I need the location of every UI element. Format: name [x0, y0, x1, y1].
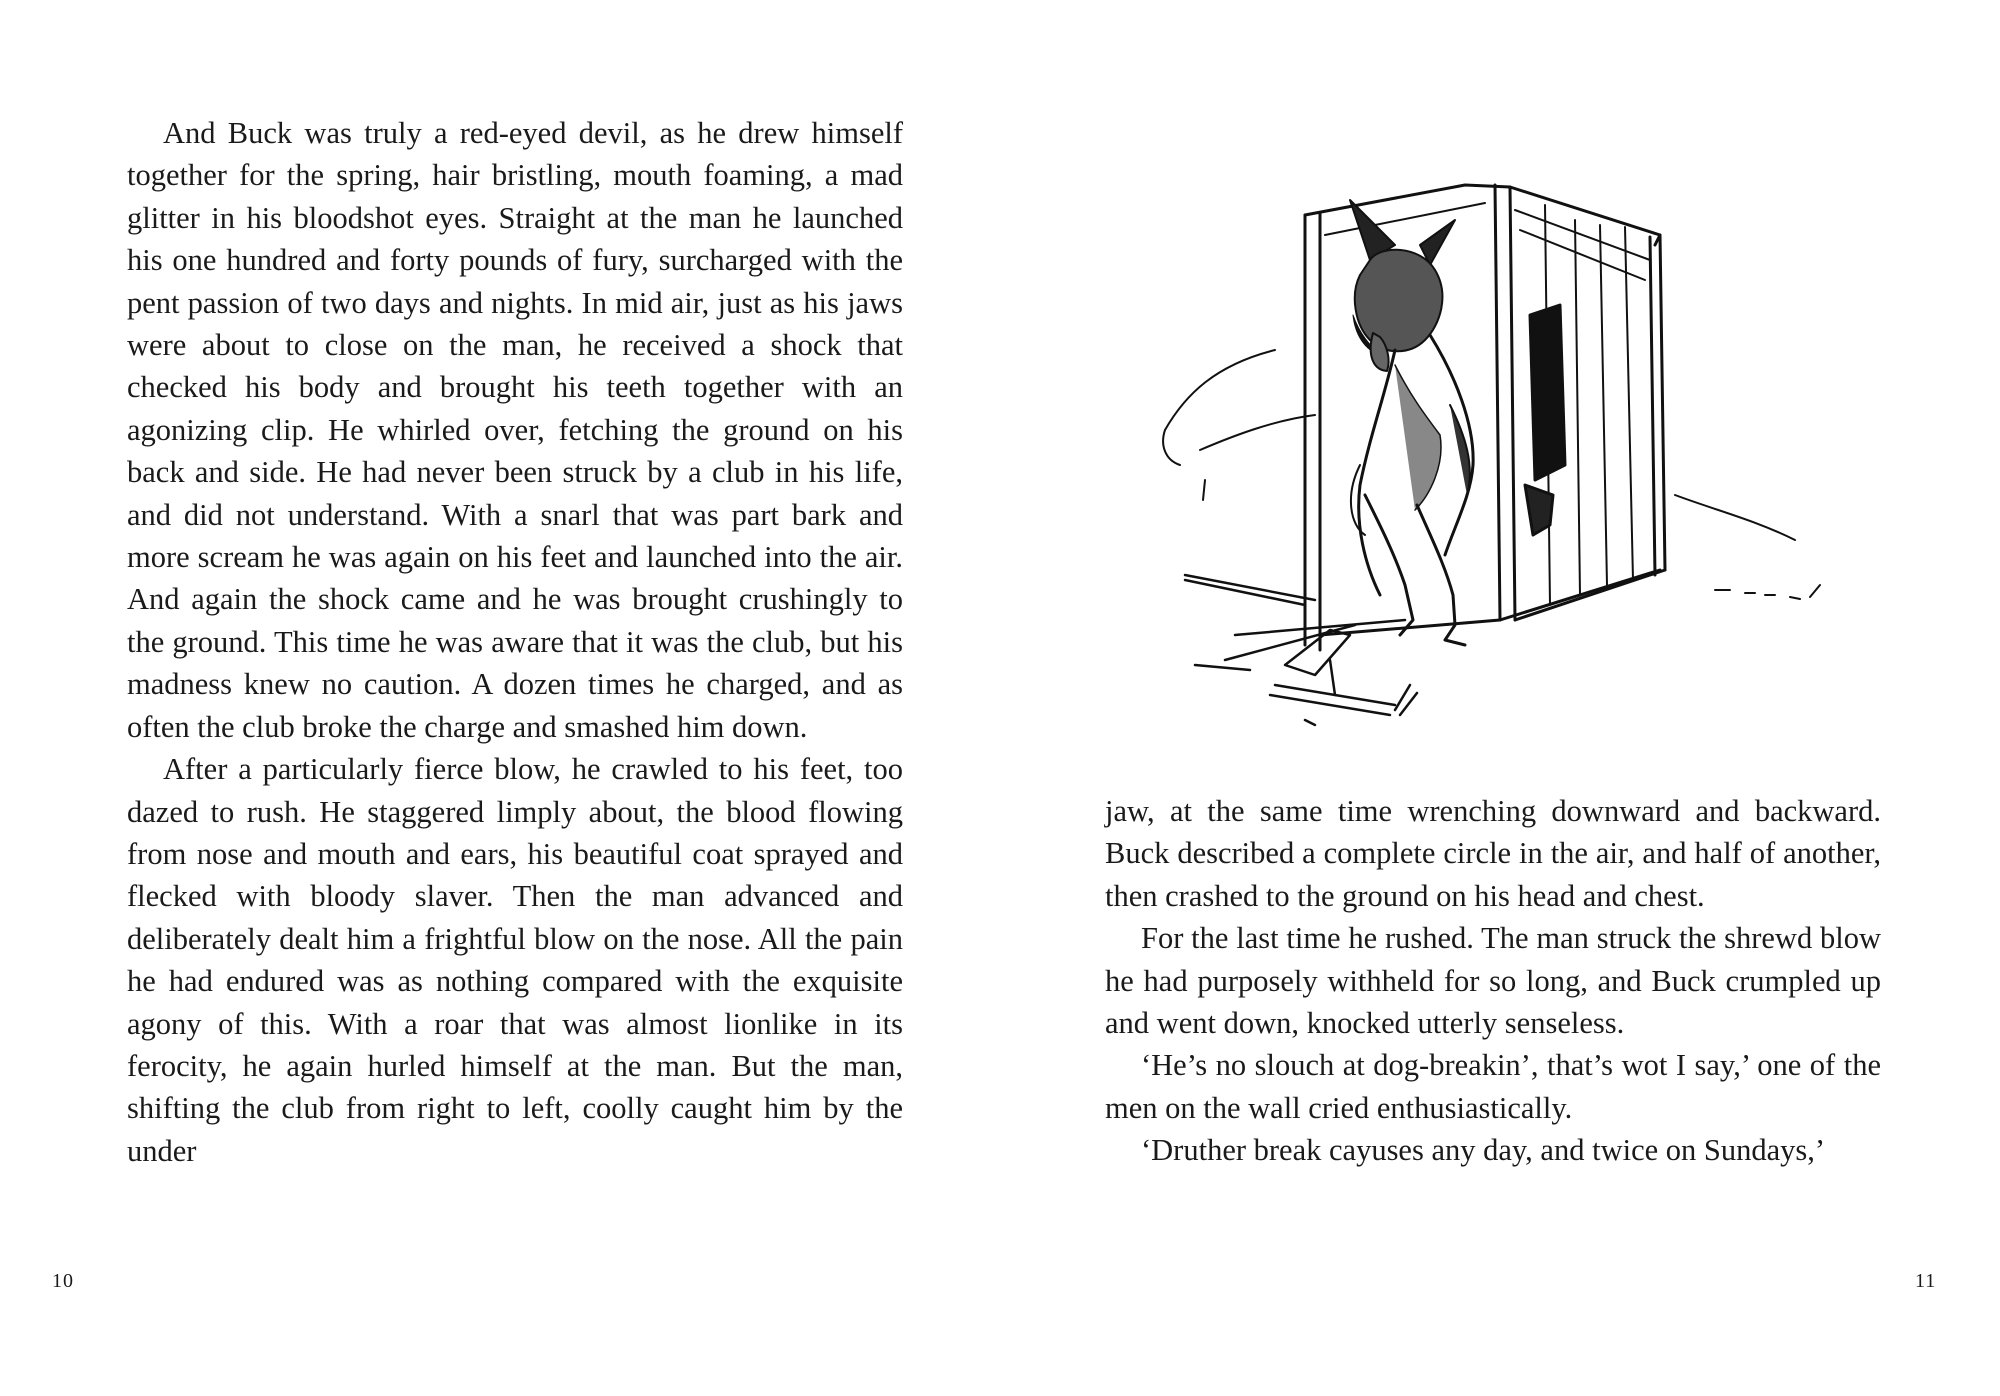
page-number-left: 10 [52, 1270, 74, 1292]
right-paragraph-2: For the last time he rushed. The man struck the shrewd blow he had purposely withheld for so long, and Buck crumpled up and went down, knocked utterly senseless. [1105, 921, 1881, 1041]
snow-drift-left [1163, 350, 1315, 465]
crate [1305, 185, 1665, 650]
ground-boards [1185, 575, 1417, 725]
left-paragraph-2: After a particularly fierce blow, he crawled to his feet, too dazed to rush. He staggered limply about, the blood flowing from nose and mouth and ears, his beautiful coat sprayed and flecked with bloody slaver. Then the man advanced and deliberately dealt him a frightful blow on the nose. All the pain he had endured was as nothing compared with the exquisite agony of this. With a roar that was almost lionlike in its ferocity, he again hurled himself at the man. But the man, shifting the club from right to left, coolly caught him by the under [127, 752, 903, 1168]
dog-figure [1350, 200, 1473, 645]
right-paragraph-3: ‘He’s no slouch at dog-breakin’, that’s wot I say,’ one of the men on the wall cried enthusiastically. [1105, 1048, 1881, 1125]
left-text-block [127, 112, 903, 1172]
dog-in-crate-illustration [1155, 165, 1845, 735]
left-paragraph-1: And Buck was truly a red-eyed devil, as he drew himself together for the spring, hair bristling, mouth foaming, a mad glitter in his bloodshot eyes. Straight at the man he launched his one hundred and forty pounds of fury, surcharged with the pent passion of two days and nights. In mid air, just as his jaws were about to close on the man, he received a shock that checked his body and brought his teeth together with an agonizing clip. He whirled over, fetching the ground on his back and side. He had never been struck by a club in his life, and did not understand. With a snarl that was part bark and more scream he was again on his feet and launched into the air. And again the shock came and he was brought crushingly to the ground. This time he was aware that it was the club, but his madness knew no caution. A dozen times he charged, and as often the club broke the charge and smashed him down. [127, 116, 903, 744]
right-paragraph-1: jaw, at the same time wrenching downward and backward. Buck described a complete circle in the air, and half of another, then crashed to the ground on his head and chest. [1105, 794, 1881, 913]
right-page [1000, 0, 2000, 1396]
snow-drift-right [1675, 495, 1795, 540]
page-number-right: 11 [1915, 1270, 1937, 1292]
right-text-block [1105, 790, 1881, 1172]
right-paragraph-4: ‘Druther break cayuses any day, and twice on Sundays,’ [1141, 1133, 1826, 1168]
